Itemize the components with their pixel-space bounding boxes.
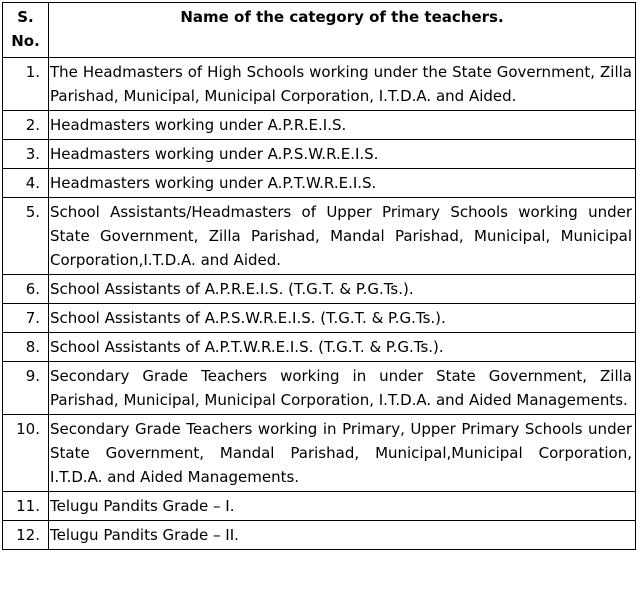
table-row	[3, 362, 636, 415]
table-row	[3, 111, 636, 140]
row-category: Telugu Pandits Grade – I.	[49, 492, 636, 521]
sno-header-line2: No.	[11, 32, 40, 50]
row-category: School Assistants/Headmasters of Upper Primary Schools working under State Government, Zilla Parishad, Mandal Parishad, Municipal, Municipal Corporation,I.T.D.A. and Aided.	[49, 198, 636, 275]
row-category: Telugu Pandits Grade – II.	[49, 521, 636, 550]
row-category: Secondary Grade Teachers working in Primary, Upper Primary Schools under State Government, Mandal Parishad, Municipal,Municipal Corporation, I.T.D.A. and Aided Managements.	[49, 415, 636, 492]
table-row	[3, 415, 636, 492]
table-row	[3, 275, 636, 304]
row-category: School Assistants of A.P.R.E.I.S. (T.G.T. & P.G.Ts.).	[49, 275, 636, 304]
table-row	[3, 58, 636, 111]
row-category: The Headmasters of High Schools working under the State Government, Zilla Parishad, Municipal, Municipal Corporation, I.T.D.A. and Aided.	[49, 58, 636, 111]
table-row	[3, 198, 636, 275]
sno-header-line1: S.	[17, 8, 34, 26]
row-sno: 2.	[3, 111, 49, 140]
row-category: Headmasters working under A.P.T.W.R.E.I.S.	[49, 169, 636, 198]
row-sno: 1.	[3, 58, 49, 111]
sno-header	[3, 3, 49, 58]
row-sno: 6.	[3, 275, 49, 304]
table-row	[3, 169, 636, 198]
table-row	[3, 140, 636, 169]
row-category: School Assistants of A.P.T.W.R.E.I.S. (T.G.T. & P.G.Ts.).	[49, 333, 636, 362]
row-category: Headmasters working under A.P.R.E.I.S.	[49, 111, 636, 140]
table-row	[3, 333, 636, 362]
table-row	[3, 492, 636, 521]
row-sno: 8.	[3, 333, 49, 362]
row-category: School Assistants of A.P.S.W.R.E.I.S. (T.G.T. & P.G.Ts.).	[49, 304, 636, 333]
row-sno: 12.	[3, 521, 49, 550]
category-name-header: Name of the category of the teachers.	[49, 3, 636, 58]
row-sno: 7.	[3, 304, 49, 333]
row-sno: 11.	[3, 492, 49, 521]
table-row	[3, 304, 636, 333]
row-sno: 4.	[3, 169, 49, 198]
table-header-row	[3, 3, 636, 58]
row-sno: 10.	[3, 415, 49, 492]
row-sno: 9.	[3, 362, 49, 415]
table-row	[3, 521, 636, 550]
row-category: Headmasters working under A.P.S.W.R.E.I.S.	[49, 140, 636, 169]
teacher-category-table	[2, 2, 636, 550]
row-sno: 3.	[3, 140, 49, 169]
row-category: Secondary Grade Teachers working in under State Government, Zilla Parishad, Municipal, Municipal Corporation, I.T.D.A. and Aided Managements.	[49, 362, 636, 415]
row-sno: 5.	[3, 198, 49, 275]
